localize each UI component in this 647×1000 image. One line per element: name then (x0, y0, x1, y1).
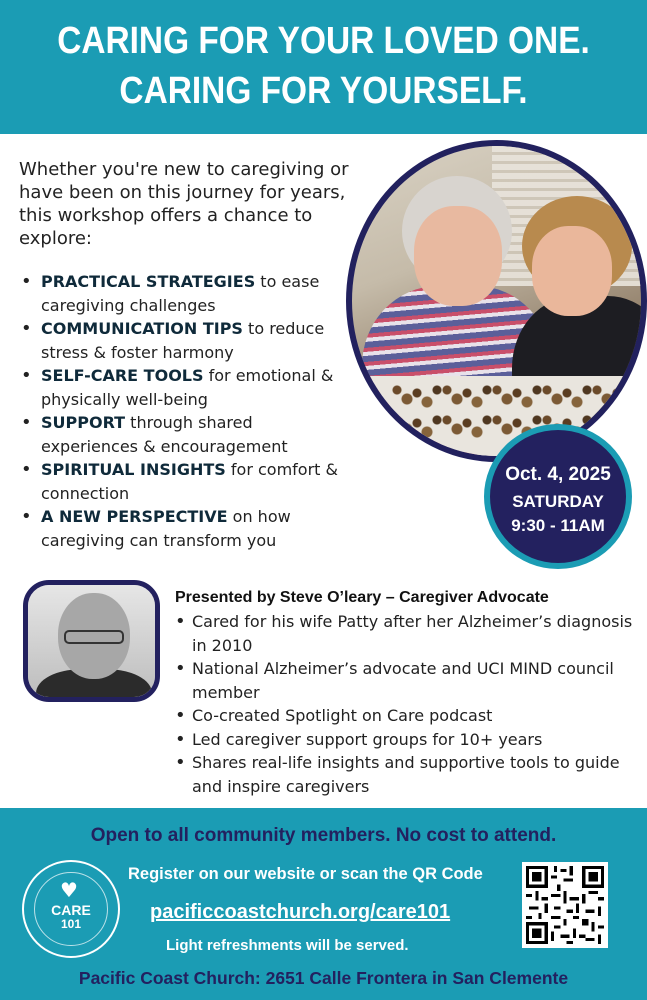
qr-code-icon[interactable] (522, 862, 608, 948)
bio-item: • Co-created Spotlight on Care podcast (175, 704, 635, 728)
event-day: SATURDAY (512, 492, 604, 511)
caregiver-photo (346, 140, 647, 462)
bio-item: • Shares real-life insights and supportive tools to guide and inspire caregivers (175, 751, 635, 798)
refreshments-text: Light refreshments will be served. (166, 937, 409, 954)
register-text: Register on our website or scan the QR Code (128, 865, 483, 883)
bio-item: • National Alzheimer’s advocate and UCI MIND council member (175, 657, 635, 704)
topic-item: • SUPPORT through shared experiences & encouragement (19, 411, 354, 458)
topics-list (19, 270, 354, 552)
presenter-title: Presented by Steve O’leary – Caregiver Advocate (175, 589, 549, 606)
registration-link[interactable]: pacificcoastchurch.org/care101 (150, 901, 451, 923)
topic-item: • SPIRITUAL INSIGHTS for comfort & connection (19, 458, 354, 505)
bio-item: • Led caregiver support groups for 10+ years (175, 728, 635, 752)
event-date-badge (484, 424, 632, 569)
heart-icon: ♥ (60, 878, 78, 902)
headline-line-1: CARING FOR YOUR LOVED ONE. (57, 20, 590, 62)
topic-item: • COMMUNICATION TIPS to reduce stress & foster harmony (19, 317, 354, 364)
event-date: Oct. 4, 2025 (505, 464, 611, 485)
open-to-all-text: Open to all community members. No cost to attend. (90, 825, 557, 846)
presenter-bio-list (175, 610, 635, 798)
presenter-photo (23, 580, 160, 702)
event-time: 9:30 - 11AM (511, 516, 605, 535)
headline-line-2: CARING FOR YOURSELF. (119, 70, 528, 112)
intro-text: Whether you're new to caregiving or have been on this journey for years, this workshop offers a chance to explore: (19, 159, 349, 249)
address-text: Pacific Coast Church: 2651 Calle Frontera in San Clemente (78, 968, 569, 988)
topic-item: • A NEW PERSPECTIVE on how caregiving can transform you (19, 505, 354, 552)
topic-item: • PRACTICAL STRATEGIES to ease caregiving challenges (19, 270, 354, 317)
logo-number-text: 101 (60, 917, 82, 931)
logo-care-text: CARE (51, 902, 91, 918)
header-banner (0, 0, 647, 134)
care101-logo (22, 860, 120, 958)
topic-item: • SELF-CARE TOOLS for emotional & physically well-being (19, 364, 354, 411)
bio-item: • Cared for his wife Patty after her Alzheimer’s diagnosis in 2010 (175, 610, 635, 657)
